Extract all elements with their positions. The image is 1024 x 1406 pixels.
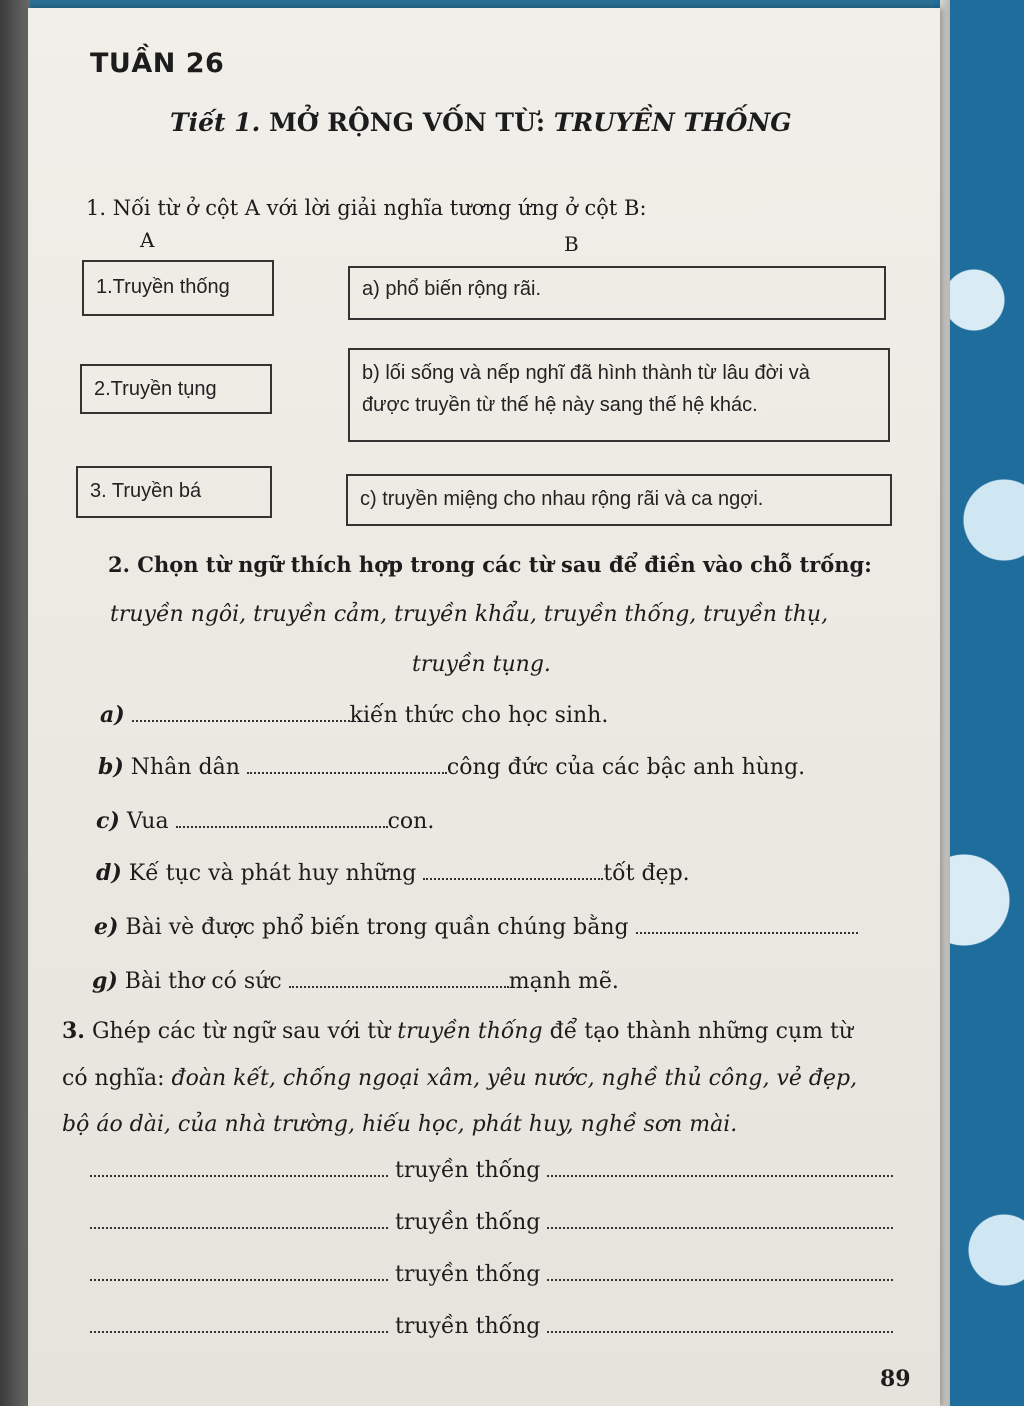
phrase-row-3: truyền thống [90, 1262, 893, 1287]
lesson-topic: TRUYỀN THỐNG [553, 108, 792, 137]
blank-before[interactable] [90, 1263, 388, 1281]
column-b-box-a[interactable] [348, 266, 886, 320]
blank-field[interactable] [247, 756, 447, 774]
lesson-title-text: MỞ RỘNG VỐN TỪ: [269, 108, 546, 137]
blank-after[interactable] [547, 1315, 893, 1333]
blank-field[interactable] [132, 704, 350, 722]
phrase-row-2: truyền thống [90, 1210, 893, 1235]
column-a-box-3[interactable] [76, 466, 272, 518]
column-b-box-b[interactable] [348, 348, 890, 442]
phrase-row-4: truyền thống [90, 1314, 893, 1339]
exercise-3-line-2: có nghĩa: đoàn kết, chống ngoại xâm, yêu nước, nghề thủ công, vẻ đẹp, [62, 1066, 858, 1091]
page-stack-edge [940, 0, 950, 1406]
column-a-label: A [140, 228, 155, 252]
exercise-3-line-3: bộ áo dài, của nhà trường, hiếu học, phát huy, nghề sơn mài. [62, 1112, 738, 1137]
exercise-3-line-1: 3. Ghép các từ ngữ sau với từ truyền thống để tạo thành những cụm từ [62, 1018, 854, 1044]
fill-item-c: c) Vua con. [96, 808, 435, 834]
column-b-label: B [564, 232, 579, 256]
column-a-box-1[interactable] [82, 260, 274, 316]
fill-item-b: b) Nhân dân công đức của các bậc anh hùng. [98, 754, 806, 780]
week-heading: TUẦN 26 [90, 48, 225, 79]
blank-before[interactable] [90, 1315, 388, 1333]
lesson-title [170, 108, 792, 137]
column-a-term: 3. Truyền bá [90, 480, 202, 502]
word-bank-line-2: truyền tụng. [412, 652, 551, 677]
blank-after[interactable] [547, 1159, 893, 1177]
column-b-definition-line: b) lối sống và nếp nghĩ đã hình thành từ lâu đời và [362, 362, 810, 384]
lesson-prefix: Tiết 1. [170, 108, 261, 137]
blank-field[interactable] [176, 810, 388, 828]
blank-field[interactable] [289, 970, 509, 988]
fill-item-a: a) kiến thức cho học sinh. [100, 702, 609, 728]
background-left-edge [0, 0, 30, 1406]
blank-after[interactable] [547, 1263, 893, 1281]
phrase-row-1: truyền thống [90, 1158, 893, 1183]
word-bank-line-1: truyền ngôi, truyền cảm, truyền khẩu, truyền thống, truyền thụ, [110, 602, 829, 627]
blank-before[interactable] [90, 1211, 388, 1229]
blank-after[interactable] [547, 1211, 893, 1229]
fill-item-e: e) Bài vè được phổ biến trong quần chúng bằng [94, 914, 858, 940]
fill-item-g: g) Bài thơ có sức mạnh mẽ. [92, 968, 619, 994]
column-b-box-c[interactable] [346, 474, 892, 526]
exercise-1-prompt: 1. Nối từ ở cột A với lời giải nghĩa tương ứng ở cột B: [86, 196, 647, 220]
page-number: 89 [880, 1366, 911, 1392]
fill-item-d: d) Kế tục và phát huy những tốt đẹp. [96, 860, 690, 886]
exercise-2-prompt: 2. Chọn từ ngữ thích hợp trong các từ sau để điền vào chỗ trống: [108, 552, 872, 577]
column-b-definition-line: được truyền từ thế hệ này sang thế hệ khác. [362, 394, 758, 416]
column-b-definition: a) phổ biến rộng rãi. [362, 278, 542, 300]
blank-field[interactable] [423, 862, 603, 880]
column-a-term: 2.Truyền tụng [94, 378, 217, 400]
column-a-term: 1.Truyền thống [96, 276, 230, 298]
workbook-page [28, 8, 940, 1406]
blank-field[interactable] [636, 916, 858, 934]
blank-before[interactable] [90, 1159, 388, 1177]
column-b-definition: c) truyền miệng cho nhau rộng rãi và ca ngợi. [360, 488, 764, 510]
column-a-box-2[interactable] [80, 364, 272, 414]
